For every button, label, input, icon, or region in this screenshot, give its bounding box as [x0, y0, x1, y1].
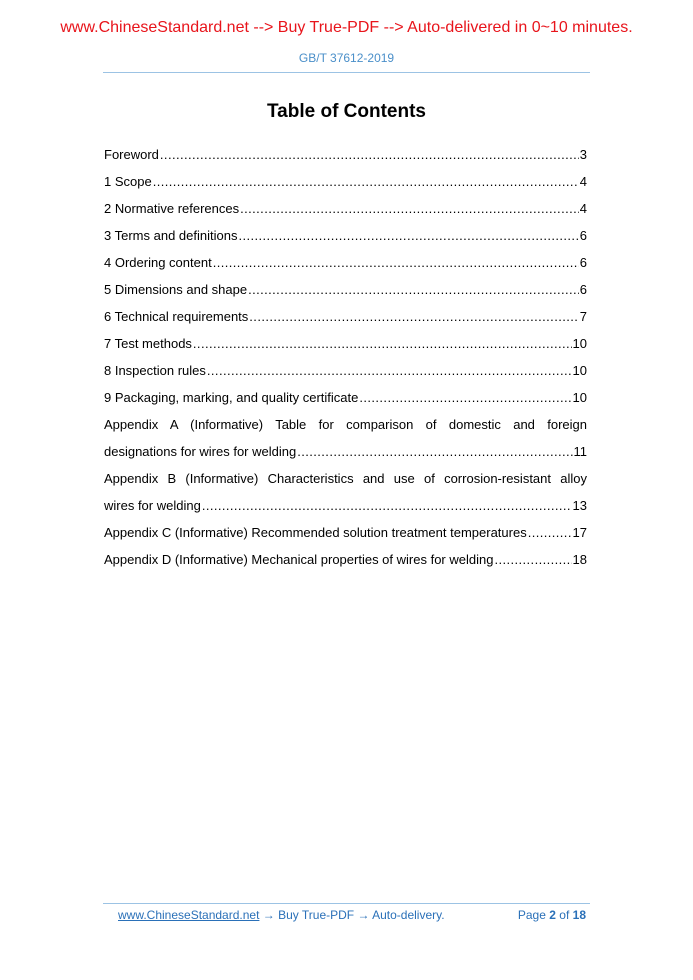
toc-entry-page: 18: [572, 552, 587, 567]
toc-entry[interactable]: [104, 306, 587, 333]
toc-entry-page: 17: [572, 525, 587, 540]
page-label: Page: [517, 908, 546, 922]
header-divider: [103, 72, 590, 73]
toc-entry[interactable]: [104, 225, 587, 252]
toc-entry-label: 2 Normative references: [104, 201, 240, 216]
toc-entry-label-line2: wires for welding: [104, 498, 201, 513]
toc-leader: [528, 522, 572, 543]
toc-leader: [202, 495, 572, 516]
footer-site-link[interactable]: www.ChineseStandard.net: [118, 908, 260, 922]
toc-entry-page: 4: [579, 174, 587, 189]
page-title: Table of Contents: [266, 101, 427, 122]
standard-code: GB/T 37612-2019: [298, 51, 395, 65]
toc-entry[interactable]: [104, 549, 587, 576]
toc-entry[interactable]: [104, 279, 587, 306]
toc-leader: [494, 549, 571, 570]
toc-entry[interactable]: [104, 333, 587, 360]
toc-leader: [297, 441, 572, 462]
toc-leader: [249, 306, 578, 327]
footer-promo-text: → Buy True-PDF → Auto-delivery.: [259, 908, 445, 922]
page-indicator: [518, 908, 586, 922]
toc-entry-label-line1: Appendix A (Informative) Table for comparison of domestic and foreign: [104, 417, 587, 432]
toc-leader: [207, 360, 572, 381]
toc-entry-page: 6: [579, 255, 587, 270]
toc-leader: [193, 333, 572, 354]
table-of-contents: [104, 144, 587, 576]
toc-entry[interactable]: [104, 387, 587, 414]
toc-entry-label: 1 Scope: [104, 174, 152, 189]
footer-promo: [118, 908, 445, 922]
footer: [118, 908, 586, 922]
toc-entry-page: 6: [579, 228, 587, 243]
toc-entry-label: Foreword: [104, 147, 159, 162]
total-pages: 18: [572, 908, 586, 922]
toc-entry[interactable]: [104, 198, 587, 225]
toc-entry-label-line2: designations for wires for welding: [104, 444, 297, 459]
toc-entry-page: 10: [572, 363, 587, 378]
toc-leader: [248, 279, 579, 300]
toc-entry-page: 10: [572, 390, 587, 405]
footer-divider: [103, 903, 590, 904]
toc-leader: [213, 252, 579, 273]
toc-leader: [160, 144, 579, 165]
toc-leader: [153, 171, 579, 192]
toc-entry-label: 3 Terms and definitions: [104, 228, 238, 243]
toc-entry-appendix-b[interactable]: [104, 468, 587, 522]
toc-entry-page: 7: [579, 309, 587, 324]
toc-entry-page: 13: [572, 498, 587, 513]
of-label: of: [559, 908, 570, 922]
banner-text: www.ChineseStandard.net --> Buy True-PDF --> Auto-delivered in 0~10 minutes.: [60, 19, 633, 36]
toc-entry-page: 4: [579, 201, 587, 216]
toc-entry-page: 3: [579, 147, 587, 162]
toc-entry-appendix-a[interactable]: [104, 414, 587, 468]
toc-entry[interactable]: [104, 144, 587, 171]
toc-entry-label: 4 Ordering content: [104, 255, 212, 270]
toc-entry[interactable]: [104, 171, 587, 198]
toc-entry-page: 11: [573, 444, 587, 459]
toc-entry-page: 10: [572, 336, 587, 351]
toc-leader: [359, 387, 571, 408]
toc-entry-label-line1: Appendix B (Informative) Characteristics and use of corrosion-resistant alloy: [104, 471, 587, 486]
toc-entry-label: Appendix D (Informative) Mechanical properties of wires for welding: [104, 552, 494, 567]
toc-entry-label: 8 Inspection rules: [104, 363, 206, 378]
toc-entry-label: 9 Packaging, marking, and quality certificate: [104, 390, 359, 405]
toc-leader: [238, 225, 578, 246]
toc-entry[interactable]: [104, 522, 587, 549]
toc-entry-label: 6 Technical requirements: [104, 309, 249, 324]
toc-entry[interactable]: [104, 252, 587, 279]
toc-entry-label: Appendix C (Informative) Recommended solution treatment temperatures: [104, 525, 527, 540]
toc-entry-label: 7 Test methods: [104, 336, 192, 351]
toc-leader: [240, 198, 579, 219]
current-page: 2: [549, 908, 556, 922]
toc-entry-page: 6: [579, 282, 587, 297]
toc-entry[interactable]: [104, 360, 587, 387]
toc-entry-label: 5 Dimensions and shape: [104, 282, 248, 297]
